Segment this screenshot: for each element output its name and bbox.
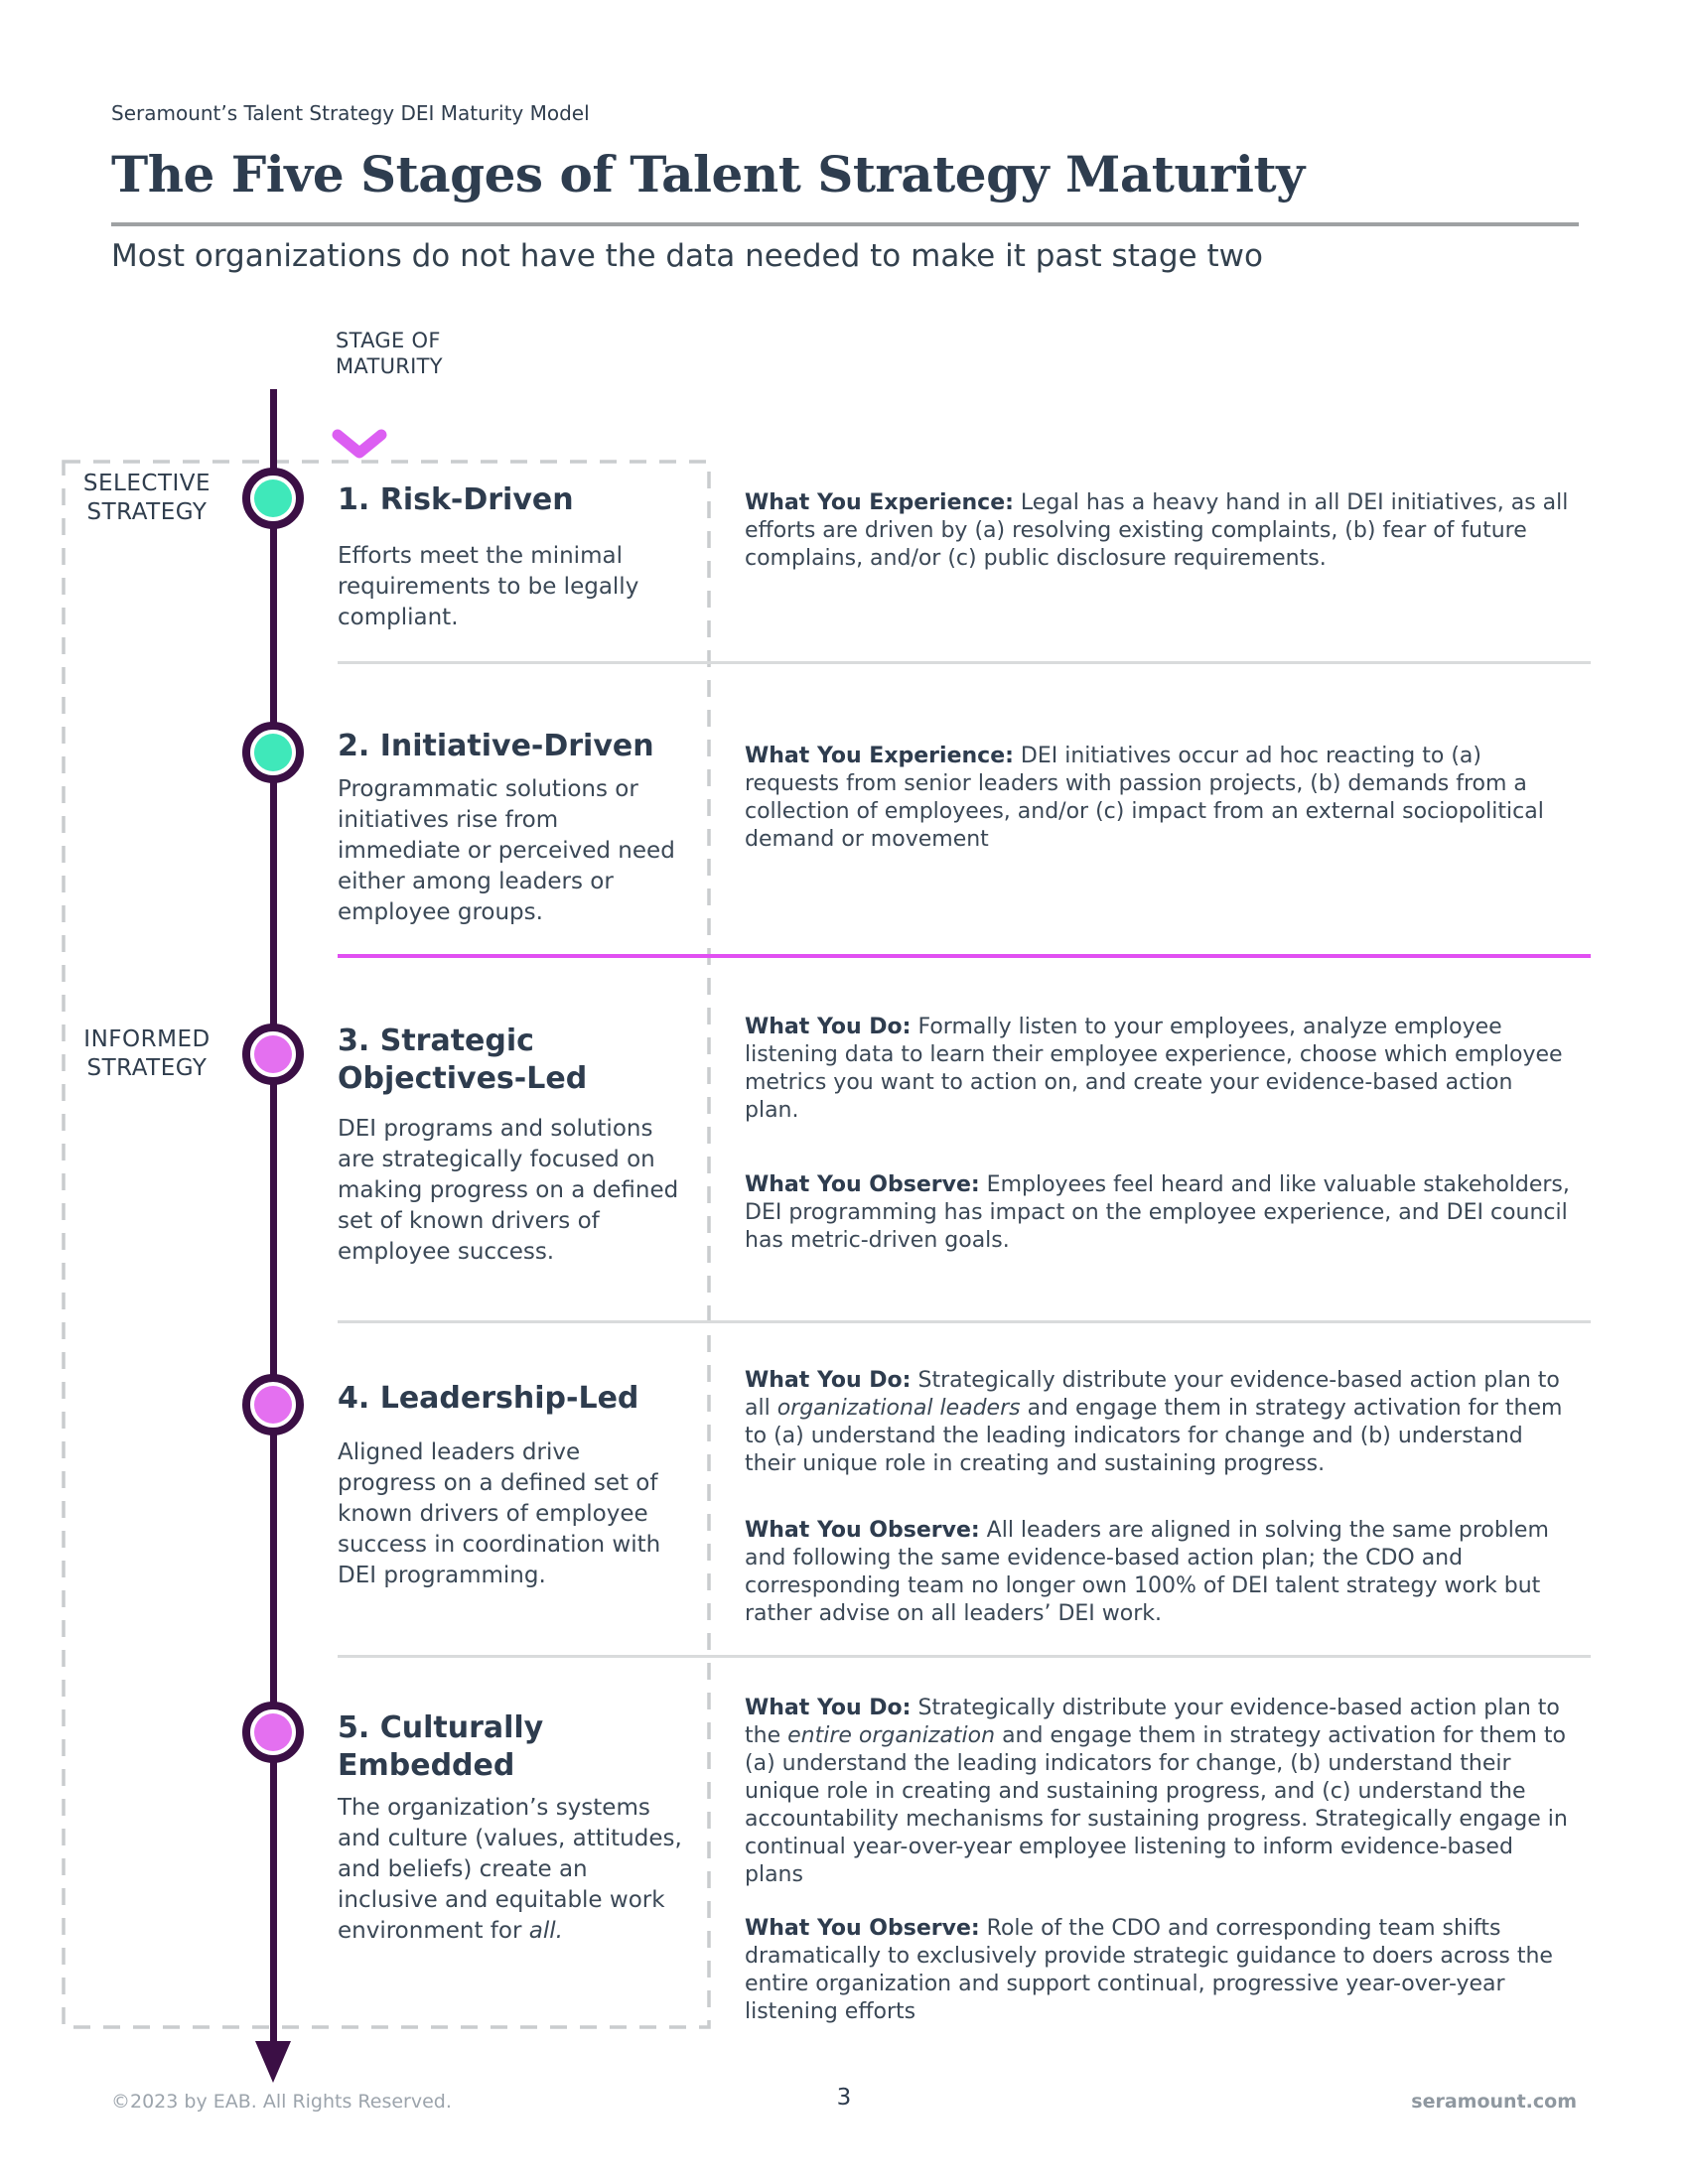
stage-2-marker-icon [242, 722, 304, 783]
stage-5-title: 5. Culturally Embedded [338, 1710, 544, 1783]
stage-1-experience-text: Legal has a heavy hand in all DEI initiatives, as all efforts are driven by (a) resolving existing complaints, (b) fear of future complains, and/or (c) public disclosure requirements. [745, 490, 1569, 571]
stage-2-experience-text: DEI initiatives occur ad hoc reacting to (a) requests from senior leaders with passion projects, (b) demands from a collection of employees, and/or (c) impact from an external sociopolitical demand or movement [745, 744, 1544, 852]
stage-3-what-you-observe-text: Employees feel heard and like valuable stakeholders, DEI programming has impact on the employee experience, and DEI council has metric-driven goals. [745, 1172, 1570, 1253]
timeline-line [270, 389, 277, 2047]
document-eyebrow: Seramount’s Talent Strategy DEI Maturity Model [111, 101, 590, 125]
stage-4-marker-icon [242, 1374, 304, 1435]
stage-1-marker-dot [254, 479, 292, 517]
timeline-arrowhead-icon [255, 2041, 291, 2083]
axis-label-line2: MATURITY [336, 354, 443, 378]
stage-3-what-you-observe [745, 1171, 1571, 1255]
group-label-informed-line2: STRATEGY [86, 1055, 208, 1081]
stage-3-what-you-do-label: What You Do: [745, 1015, 912, 1039]
title-underline [111, 222, 1579, 226]
stage-5-what-you-observe [745, 1915, 1571, 2026]
stage-4-what-you-do [745, 1367, 1571, 1478]
stage-5-what-you-observe-label: What You Observe: [745, 1916, 980, 1941]
axis-label-line1: STAGE OF [336, 329, 441, 352]
stage-3-description: DEI programs and solutions are strategically focused on making progress on a defined set of known drivers of employee success. [338, 1116, 679, 1265]
group-label-informed-line1: INFORMED [83, 1026, 211, 1052]
stage-3-what-you-do-text: Formally listen to your employees, analyze employee listening data to learn their employee experience, choose which employee metrics you want to action on, and create your evidence-based action plan. [745, 1015, 1563, 1123]
stage-3-marker-icon [242, 1024, 304, 1085]
footer-copyright: ©2023 by EAB. All Rights Reserved. [111, 2091, 452, 2113]
divider-stage-1-2 [338, 661, 1591, 664]
stage-4-marker-dot [254, 1386, 292, 1424]
stage-2-description: Programmatic solutions or initiatives rise from immediate or perceived need either among leaders or employee groups. [338, 776, 675, 925]
axis-label [336, 328, 443, 379]
stage-1-description: Efforts meet the minimal requirements to be legally compliant. [338, 543, 639, 630]
stage-3-marker-dot [254, 1035, 292, 1073]
group-label-selective-strategy [64, 470, 230, 527]
stage-5-what-you-observe-text: Role of the CDO and corresponding team shifts dramatically to exclusively provide strategic guidance to doers across the entire organization and support continual, progressive year-over-year listening efforts [745, 1916, 1553, 2024]
chevron-down-icon [331, 427, 388, 463]
page-subtitle: Most organizations do not have the data needed to make it past stage two [111, 238, 1263, 274]
stage-5-marker-dot [254, 1713, 292, 1751]
stage-4-what-you-do-text: Strategically distribute your evidence-based action plan to all organizational leaders and engage them in strategy activation for them to (a) understand the leading indicators for change and (b) understand their unique role in creating and sustaining progress. [745, 1368, 1563, 1476]
divider-stage-3-4 [338, 1320, 1591, 1323]
stage-2-experience-label: What You Experience: [745, 744, 1014, 768]
group-label-selective-line1: SELECTIVE [82, 471, 211, 496]
stage-3-what-you-observe-label: What You Observe: [745, 1172, 980, 1197]
stage-5-description: The organization’s systems and culture (values, attitudes, and beliefs) create an inclusive and equitable work environment for all. [338, 1795, 682, 1944]
stage-1-experience [745, 489, 1571, 573]
stage-2-marker-dot [254, 734, 292, 771]
stage-4-what-you-observe [745, 1517, 1571, 1628]
stage-5-what-you-do-label: What You Do: [745, 1696, 912, 1720]
divider-stage-4-5 [338, 1655, 1591, 1658]
stage-3-title: 3. Strategic Objectives-Led [338, 1024, 588, 1096]
stage-2-title: 2. Initiative-Driven [338, 729, 654, 763]
stage-5-marker-icon [242, 1702, 304, 1763]
stage-4-title: 4. Leadership-Led [338, 1381, 639, 1416]
stage-1-experience-label: What You Experience: [745, 490, 1014, 515]
divider-stage-2-3 [338, 954, 1591, 958]
stage-5-what-you-do [745, 1695, 1571, 1889]
stage-1-marker-icon [242, 468, 304, 529]
stage-4-what-you-do-label: What You Do: [745, 1368, 912, 1393]
stage-4-what-you-observe-label: What You Observe: [745, 1518, 980, 1543]
group-label-informed-strategy [64, 1025, 230, 1083]
stage-1-title: 1. Risk-Driven [338, 482, 574, 517]
group-label-selective-line2: STRATEGY [86, 499, 208, 525]
stage-4-description: Aligned leaders drive progress on a defined set of known drivers of employee success in coordination with DEI programming. [338, 1439, 661, 1588]
stage-5-what-you-do-text: Strategically distribute your evidence-based action plan to the entire organization and engage them in strategy activation for them to (a) understand the leading indicators for change, (b) understand their unique role in creating and sustaining progress, and (c) understand the accountability mechanisms for sustaining progress. Strategically engage in continual year-over-year employee listening to inform evidence-based plans [745, 1696, 1568, 1887]
stage-4-what-you-observe-text: All leaders are aligned in solving the same problem and following the same evidence-based action plan; the CDO and corresponding team no longer own 100% of DEI talent strategy work but rather advise on all leaders’ DEI work. [745, 1518, 1549, 1626]
footer-page-number: 3 [836, 2085, 852, 2111]
stage-2-experience [745, 743, 1571, 854]
page-title: The Five Stages of Talent Strategy Maturity [111, 145, 1305, 204]
footer-website: seramount.com [1411, 2091, 1577, 2113]
stage-3-what-you-do [745, 1014, 1571, 1125]
